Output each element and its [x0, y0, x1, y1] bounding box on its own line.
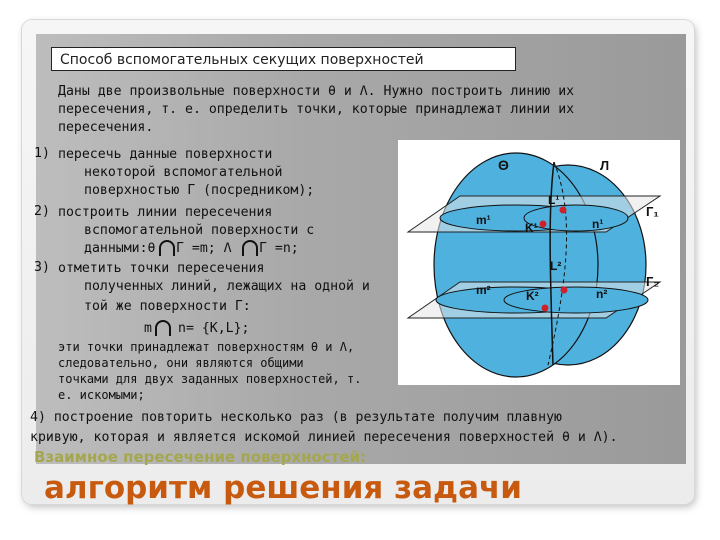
note-line-4: е. искомыми;	[58, 388, 145, 402]
step-2-number: 2)	[34, 204, 50, 219]
intersection-symbol-icon	[157, 238, 177, 258]
note-line-2: следовательно, они являются общими	[58, 356, 304, 370]
point-k1	[540, 221, 547, 228]
step-2-line-3c: Г =n;	[259, 241, 299, 256]
label-theta: Θ	[498, 157, 509, 173]
section-n1	[524, 205, 628, 231]
label-m2: m²	[476, 283, 491, 297]
intro-line-2: пересечения, т. е. определить точки, которые принадлежат линии их	[58, 102, 575, 117]
point-l2	[561, 287, 568, 294]
label-l2: L²	[550, 259, 562, 273]
step-1-number: 1)	[34, 146, 50, 161]
step-3-line-4b: n= {K,L};	[178, 321, 250, 336]
intro-line-3: пересечения.	[58, 120, 154, 135]
surface-theta	[434, 153, 598, 377]
step-3-number: 3)	[34, 260, 50, 275]
note-line-3: точками для двух заданных поверхностей, т.	[58, 372, 362, 386]
step-4-line-2: кривую, которая и является искомой линией пересечения поверхностей θ и Λ).	[30, 430, 618, 445]
intro-line-1: Даны две произвольные поверхности θ и Λ. Нужно построить линию их	[58, 84, 575, 99]
point-k2	[542, 305, 549, 312]
main-heading: алгоритм решения задачи	[44, 470, 523, 506]
surfaces-figure	[398, 140, 680, 385]
step-1-line-3: поверхностью Г (посредником);	[84, 183, 315, 198]
slide-title: Способ вспомогательных секущих поверхностей	[51, 47, 516, 71]
slide-subtitle: Взаимное пересечение поверхностей:	[34, 448, 367, 466]
point-l1	[560, 207, 567, 214]
label-n2: n²	[596, 287, 608, 301]
step-3-line-2: полученных линий, лежащих на одной и	[84, 279, 370, 294]
label-plane-g1: Г₁	[646, 204, 659, 219]
intersection-symbol-icon	[153, 318, 173, 338]
step-3-line-1: отметить точки пересечения	[58, 261, 265, 276]
label-plane-g2: Г₂	[646, 274, 660, 289]
label-k1: K¹	[525, 221, 538, 235]
label-m1: m¹	[476, 213, 491, 227]
step-2-line-3b: Г =m; Λ	[176, 241, 232, 256]
step-2-line-3a: данными:θ	[84, 241, 156, 256]
step-2-line-1: построить линии пересечения	[58, 205, 273, 220]
intersection-symbol-icon	[240, 238, 260, 258]
label-l1: L¹	[548, 193, 560, 207]
step-1-line-1: пересечь данные поверхности	[58, 147, 273, 162]
step-2-line-2: вспомогательной поверхности с	[84, 223, 315, 238]
label-lambda: Л	[600, 158, 610, 173]
label-k2: K²	[526, 289, 539, 303]
step-3-line-3: той же поверхности Г:	[84, 299, 251, 314]
step-4-line-1: 4) построение повторить несколько раз (в результате получим плавную	[30, 410, 562, 425]
label-n1: n¹	[592, 217, 604, 231]
step-1-line-2: некоторой вспомогательной	[84, 165, 283, 180]
step-3-line-4a: m	[144, 321, 152, 336]
note-line-1: эти точки принадлежат поверхностям θ и Λ,	[58, 340, 355, 354]
